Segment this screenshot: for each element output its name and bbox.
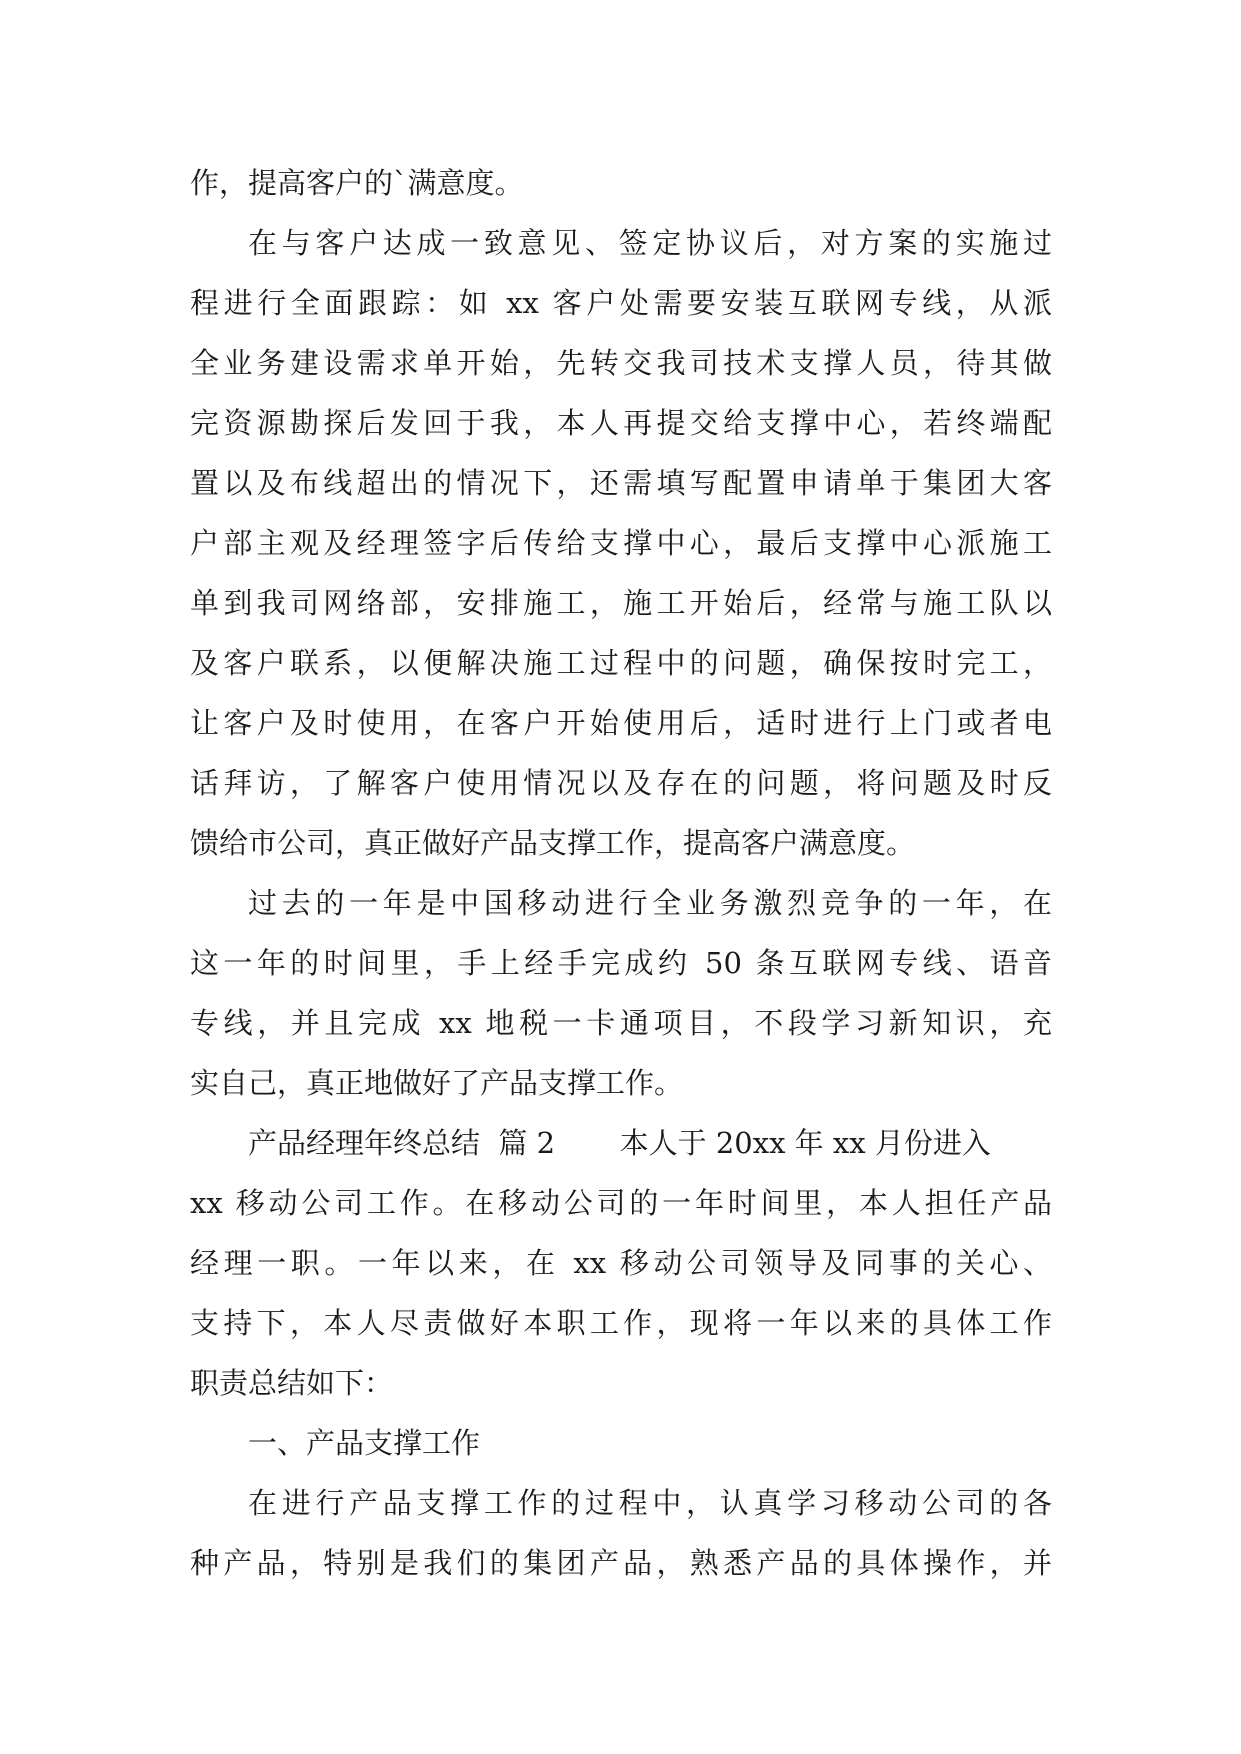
text-line: 在进行产品支撑工作的过程中，认真学习移动公司的各: [248, 1486, 1052, 1520]
section-heading-product-support: [190, 1413, 1052, 1473]
text-line: 职责总结如下：: [190, 1366, 394, 1400]
text-line: 置以及布线超出的情况下，还需填写配置申请单于集团大客: [190, 466, 1052, 500]
text-line: 完资源勘探后发回于我，本人再提交给支撑中心，若终端配: [190, 406, 1052, 440]
text-line: 让客户及时使用，在客户开始使用后，适时进行上门或者电: [190, 706, 1052, 740]
text-line: 实自己，真正地做好了产品支撑工作。: [190, 1066, 684, 1100]
text-line: 及客户联系，以便解决施工过程中的问题，确保按时完工，: [190, 646, 1052, 680]
text-line: 户部主观及经理签字后传给支撑中心，最后支撑中心派施工: [190, 526, 1052, 560]
paragraph-summary-part-2: [190, 1113, 1052, 1413]
text-line: 在与客户达成一致意见、签定协议后，对方案的实施过: [248, 226, 1052, 260]
text-line: 全业务建设需求单开始，先转交我司技术支撑人员，待其做: [190, 346, 1052, 380]
paragraph-year-review: [190, 873, 1052, 1113]
paragraph-implementation-tracking: [190, 213, 1052, 873]
text-line: 专线，并且完成 xx 地税一卡通项目，不段学习新知识，充: [190, 1006, 1052, 1040]
text-line: 种产品，特别是我们的集团产品，熟悉产品的具体操作，并: [190, 1546, 1052, 1580]
text-line: 产品经理年终总结 篇 2 本人于 20xx 年 xx 月份进入: [248, 1126, 991, 1160]
body-text: [190, 153, 1052, 1593]
text-line: 这一年的时间里，手上经手完成约 50 条互联网专线、语音: [190, 946, 1052, 980]
text-line: 程进行全面跟踪：如 xx 客户处需要安装互联网专线，从派: [190, 286, 1052, 320]
paragraph-product-support: [190, 1473, 1052, 1593]
text-line: 作，提高客户的`满意度。: [190, 166, 524, 200]
section-heading: 一、产品支撑工作: [248, 1426, 481, 1460]
text-line: 经理一职。一年以来，在 xx 移动公司领导及同事的关心、: [190, 1246, 1052, 1280]
text-line: 馈给市公司，真正做好产品支撑工作，提高客户满意度。: [190, 826, 916, 860]
text-line: 支持下，本人尽责做好本职工作，现将一年以来的具体工作: [190, 1306, 1052, 1340]
paragraph-continuation: [190, 153, 1052, 213]
text-line: 过去的一年是中国移动进行全业务激烈竞争的一年，在: [248, 886, 1052, 920]
text-line: 单到我司网络部，安排施工，施工开始后，经常与施工队以: [190, 586, 1052, 620]
text-line: xx 移动公司工作。在移动公司的一年时间里，本人担任产品: [190, 1186, 1052, 1220]
text-line: 话拜访，了解客户使用情况以及存在的问题，将问题及时反: [190, 766, 1052, 800]
